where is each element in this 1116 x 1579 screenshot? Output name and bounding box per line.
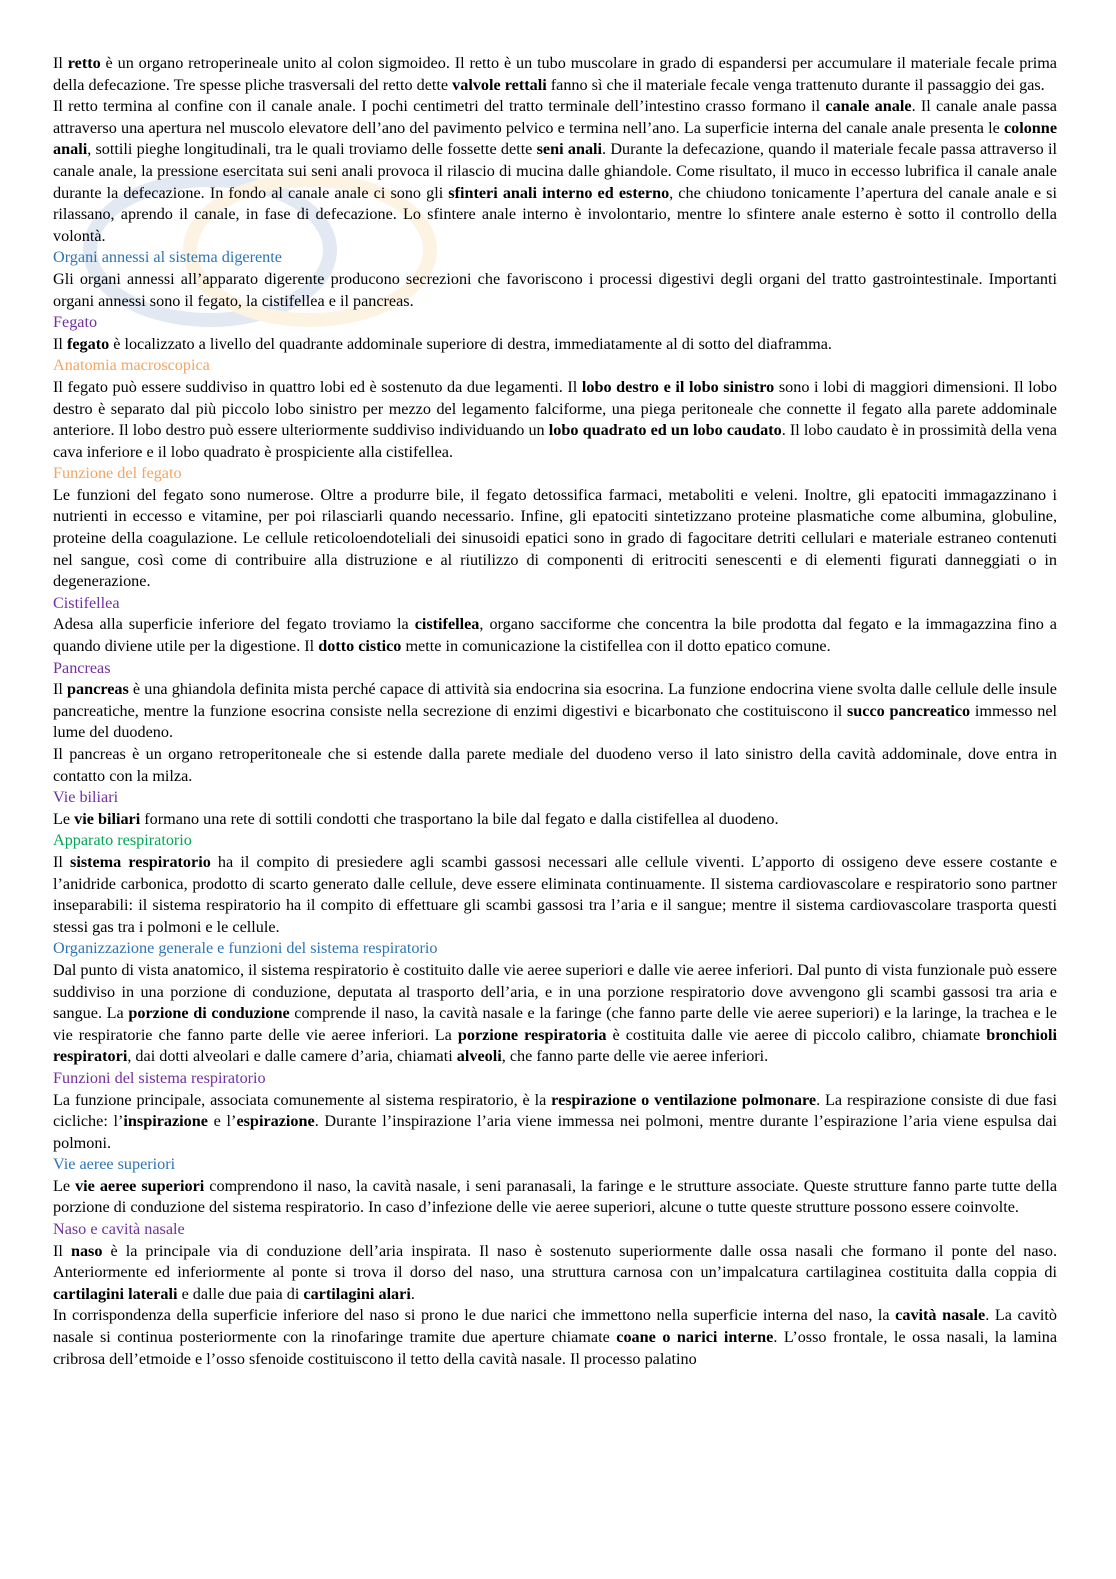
paragraph-funzione-fegato: Le funzioni del fegato sono numerose. Oltre a produrre bile, il fegato detossifica farmaci, metaboliti e veleni. Inoltre, gli epatociti immagazzinano i nutrienti in eccesso e vitamine, per poi rilasciarli quando necessario. Infine, gli epatociti sintetizzano proteine plasmatiche come albumina, globuline, proteine della coagulazione. Le cellule reticoloendoteliali dei sinusoidi epatici sono in grado di fagocitare detriti cellulari e materiale estraneo contenuti nel sangue, così come di contribuire alla distruzione e al riutilizzo di componenti di eritrociti senescenti e di elementi figurati danneggiati o in degenerazione. <box>53 485 1057 591</box>
paragraph-vie-biliari: Le vie biliari formano una rete di sottili condotti che trasportano la bile dal fegato e dalla cistifellea al duodeno. <box>53 809 779 828</box>
paragraph-cistifellea: Adesa alla superficie inferiore del fegato troviamo la cistifellea, organo sacciforme che concentra la bile prodotta dal fegato e la immagazzina fino a quando diviene utile per la digestione. Il dotto cistico mette in comunicazione la cistifellea con il dotto epatico comune. <box>53 615 1057 656</box>
paragraph-apparato-respiratorio: Il sistema respiratorio ha il compito di presiedere agli scambi gassosi necessari alle cellule viventi. L’apporto di ossigeno deve essere costante e l’anidride carbonica, prodotto di scarto generato dalle cellule, deve essere eliminata continuamente. Il sistema cardiovascolare e respiratorio sono partner inseparabili: il sistema respiratorio ha il compito di effettuare gli scambi gassosi tra l’aria e il sangue; mentre il sistema cardiovascolare trasporta questi stessi gas tra i polmoni e le cellule. <box>53 852 1058 936</box>
heading-funzioni-respiratorio: Funzioni del sistema respiratorio <box>53 1068 266 1087</box>
bold-term: inspirazione <box>123 1112 208 1131</box>
bold-term: alveoli <box>456 1047 502 1066</box>
bold-term: lobo destro e il lobo sinistro <box>581 377 775 396</box>
bold-term: cartilagini laterali <box>53 1284 178 1303</box>
heading-anatomia: Anatomia macroscopica <box>53 356 210 375</box>
bold-term: cavità nasale <box>895 1306 986 1325</box>
paragraph-pancreas-2: Il pancreas è un organo retroperitoneale che si estende dalla parete mediale del duodeno verso il lato sinistro della cavità addominale, dove entra in contatto con la milza. <box>53 745 1057 785</box>
bold-term: vie aeree superiori <box>75 1176 205 1195</box>
heading-cistifellea: Cistifellea <box>53 593 120 612</box>
bold-term: dotto cistico <box>318 637 402 656</box>
bold-term: cistifellea <box>414 615 480 634</box>
bold-term: sfinteri anali interno ed esterno <box>448 183 670 202</box>
bold-term: sistema respiratorio <box>70 852 211 871</box>
bold-term: colonne anali <box>53 118 1057 159</box>
heading-fegato: Fegato <box>53 313 98 332</box>
heading-pancreas: Pancreas <box>53 658 111 677</box>
paragraph-fegato: Il fegato è localizzato a livello del quadrante addominale superiore di destra, immediatamente al di sotto del diaframma. <box>53 334 832 353</box>
paragraph-naso-1: Il naso è la principale via di conduzione dell’aria inspirata. Il naso è sostenuto superiormente dalle ossa nasali che formano il ponte del naso. Anteriormente ed inferiormente al ponte si trova il dorso del naso, una struttura carnosa con un’impalcatura cartilaginea costituita dalla coppia di cartilagini laterali e dalle due paia di cartilagini alari. <box>53 1241 1057 1303</box>
bold-term: seni anali <box>536 140 603 159</box>
paragraph-anatomia: Il fegato può essere suddiviso in quattro lobi ed è sostenuto da due legamenti. Il lobo destro e il lobo sinistro sono i lobi di maggiori dimensioni. Il lobo destro è separato dal più piccolo lobo sinistro per mezzo del legamento falciforme, una piega peritoneale che connette il fegato alla parete addominale anteriore. Il lobo destro può essere ulteriormente suddiviso individuando un lobo quadrato ed un lobo caudato. Il lobo caudato è in prossimità della vena cava inferiore e il lobo quadrato è prospiciente alla cistifellea. <box>53 377 1057 461</box>
heading-organi-annessi: Organi annessi al sistema digerente <box>53 248 282 267</box>
heading-vie-aeree-superiori: Vie aeree superiori <box>53 1155 176 1174</box>
heading-naso: Naso e cavità nasale <box>53 1220 185 1239</box>
bold-term: cartilagini alari <box>303 1284 411 1303</box>
heading-organizzazione: Organizzazione generale e funzioni del sistema respiratorio <box>53 939 438 958</box>
bold-term: bronchioli respiratori <box>53 1025 1057 1066</box>
bold-term: valvole rettali <box>452 75 547 94</box>
bold-term: porzione respiratoria <box>457 1025 607 1044</box>
bold-term: espirazione <box>236 1112 315 1131</box>
paragraph-naso-2: In corrispondenza della superficie inferiore del naso si prono le due narici che immettono nella superficie interna del naso, la cavità nasale. La cavitò nasale si continua posteriormente con la rinofaringe tramite due aperture chiamate coane o narici interne. L’osso frontale, le ossa nasali, la lamina cribrosa dell’etmoide e l’osso sfenoide costituiscono il tetto della cavità nasale. Il processo palatino <box>53 1306 1058 1368</box>
heading-funzione-fegato: Funzione del fegato <box>53 464 182 483</box>
paragraph-organi-annessi: Gli organi annessi all’apparato digerente producono secrezioni che favoriscono i processi digestivi degli organi del tratto gastrointestinale. Importanti organi annessi sono il fegato, la cistifellea e il pancreas. <box>53 269 1057 310</box>
paragraph-funzioni-respiratorio: La funzione principale, associata comunemente al sistema respiratorio, è la respirazione o ventilazione polmonare. La respirazione consiste di due fasi cicliche: l’inspirazione e l’espirazione. Durante l’inspirazione l’aria viene immessa nei polmoni, mentre durante l’espirazione l’aria viene espulsa dai polmoni. <box>53 1090 1058 1152</box>
bold-term: canale anale <box>825 97 912 116</box>
paragraph-vie-aeree-superiori: Le vie aeree superiori comprendono il naso, la cavità nasale, i seni paranasali, la faringe e le strutture associate. Queste strutture fanno parte tutte della porzione di conduzione del sistema respiratorio. In caso d’infezione delle vie aeree superiori, alcune o tutte queste strutture possono essere coinvolte. <box>53 1176 1057 1217</box>
paragraph-canale-anale: Il retto termina al confine con il canale anale. I pochi centimetri del tratto terminale dell’intestino crasso formano il canale anale. Il canale anale passa attraverso una apertura nel muscolo elevatore dell’ano del pavimento pelvico e termina nell’ano. La superficie interna del canale anale presenta le colonne anali, sottili pieghe longitudinali, tra le quali troviamo delle fossette dette seni anali. Durante la defecazione, quando il materiale fecale passa attraverso il canale anale, la pressione esercitata sui seni anali provoca il rilascio di mucina dalle ghiandole. Come risultato, il muco in eccesso lubrifica il canale anale durante la defecazione. In fondo al canale anale ci sono gli sfinteri anali interno ed esterno, che chiudono tonicamente l’apertura del canale anale e si rilassano, aprendo il canale, in fase di defecazione. Lo sfintere anale interno è involontario, mentre lo sfintere anale esterno è sotto il controllo della volontà. <box>53 97 1057 245</box>
bold-term: succo pancreatico <box>846 701 971 720</box>
bold-term: vie biliari <box>74 809 141 828</box>
document-page <box>53 53 1057 1370</box>
bold-term: coane o narici interne <box>616 1328 774 1347</box>
bold-term: porzione di conduzione <box>128 1004 290 1023</box>
bold-term: lobo quadrato ed un lobo caudato <box>548 421 782 440</box>
bold-term: retto <box>67 54 101 72</box>
heading-vie-biliari: Vie biliari <box>53 788 119 807</box>
paragraph-pancreas-1: Il pancreas è una ghiandola definita mista perché capace di attività sia endocrina sia esocrina. La funzione endocrina viene svolta dalle cellule delle insule pancreatiche, mentre la funzione esocrina consiste nella secrezione di enzimi digestivi e bicarbonato che costituiscono il succo pancreatico immesso nel lume del duodeno. <box>53 680 1057 742</box>
paragraph-organizzazione: Dal punto di vista anatomico, il sistema respiratorio è costituito dalle vie aeree superiori e dalle vie aeree inferiori. Dal punto di vista funzionale può essere suddiviso in una porzione di conduzione, deputata al trasporto dell’aria, e in una porzione respiratorio dove avvengono gli scambi gassosi tra aria e sangue. La porzione di conduzione comprende il naso, la cavità nasale e la faringe (che fanno parte delle vie aeree superiori) e la laringe, la trachea e le vie respiratorie che fanno parte delle vie aeree inferiori. La porzione respiratoria è costituita dalle vie aeree di piccolo calibro, chiamate bronchioli respiratori, dai dotti alveolari e dalle camere d’aria, chiamati alveoli, che fanno parte delle vie aeree inferiori. <box>53 960 1057 1066</box>
bold-term: fegato <box>66 334 110 353</box>
bold-term: naso <box>70 1241 103 1260</box>
bold-term: pancreas <box>67 680 129 699</box>
heading-apparato-respiratorio: Apparato respiratorio <box>53 831 192 850</box>
paragraph-retto: Il retto è un organo retroperineale unito al colon sigmoideo. Il retto è un tubo muscolare in grado di espandersi per accumulare il materiale fecale prima della defecazione. Tre spesse pliche trasversali del retto dette valvole rettali fanno sì che il materiale fecale venga trattenuto durante il passaggio dei gas. <box>53 54 1057 94</box>
bold-term: respirazione o ventilazione polmonare <box>551 1090 817 1109</box>
